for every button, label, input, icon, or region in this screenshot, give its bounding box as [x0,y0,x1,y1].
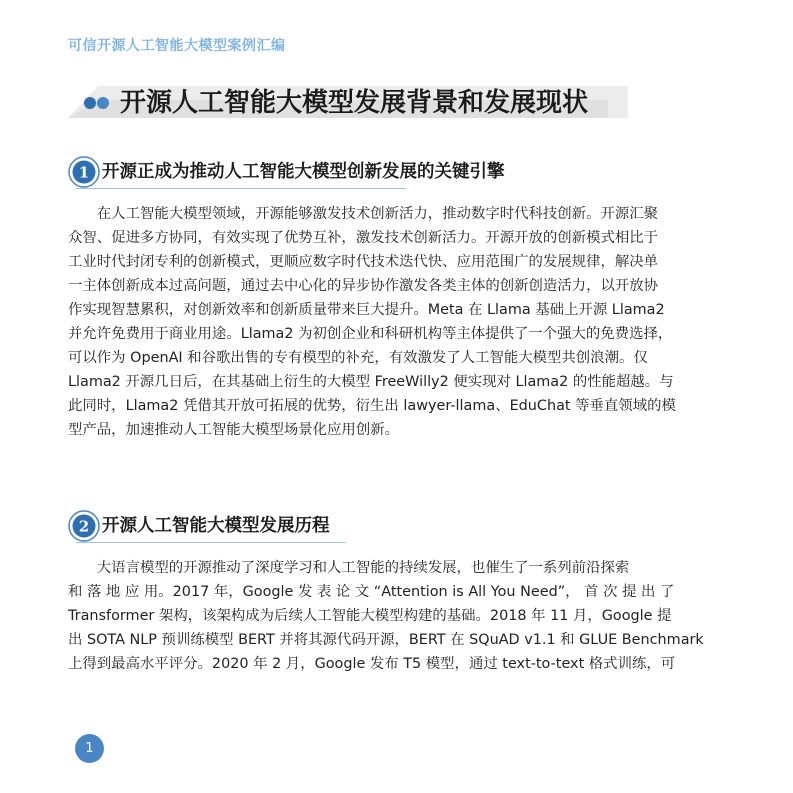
paragraph-line: 在人工智能大模型领域，开源能够激发技术创新活力，推动数字时代科技创新。开源汇聚 [68,206,659,222]
bullet-dot-icon [97,97,109,109]
bullet-dot-icon [84,97,96,109]
chapter-title-block [68,84,628,122]
section-title: 开源人工智能大模型发展历程 [102,516,330,536]
paragraph-line: 此同时，Llama2 凭借其开放可拓展的优势，衍生出 lawyer-llama、EduChat 等垂直领域的模 [68,398,676,414]
section-title: 开源正成为推动人工智能大模型创新发展的关键引擎 [102,162,505,182]
section-underline [76,542,346,543]
running-header: 可信开源人工智能大模型案例汇编 [68,38,286,54]
paragraph-line: 出 SOTA NLP 预训练模型 BERT 并将其源代码开源，BERT 在 SQuAD v1.1 和 GLUE Benchmark [68,632,704,648]
paragraph-line: 一主体创新成本过高问题，通过去中心化的异步协作激发各类主体的创新创造活力，以开放协 [68,278,659,294]
paragraph-line: 众智、促进多方协同，有效实现了优势互补，激发技术创新活力。开源开放的创新模式相比于 [68,230,659,246]
section-2-paragraph [68,556,726,676]
paragraph-line: 可以作为 OpenAI 和谷歌出售的专有模型的补充，有效激发了人工智能大模型共创浪潮。仅 [68,350,648,366]
svg-text:1: 1 [78,163,90,182]
section-number-badge [68,156,100,188]
paragraph-line: 型产品，加速推动人工智能大模型场景化应用创新。 [68,422,399,438]
section-heading-1 [68,154,728,194]
chapter-title: 开源人工智能大模型发展背景和发展现状 [120,88,589,118]
section-number-badge [68,510,100,542]
paragraph-line: Transformer 架构，该架构成为后续人工智能大模型构建的基础。2018 年 11 月，Google 提 [68,608,672,624]
paragraph-line: 大语言模型的开源推动了深度学习和人工智能的持续发展，也催生了一系列前沿探索 [68,560,630,576]
paragraph-line: 并允许免费用于商业用途。Llama2 为初创企业和科研机构等主体提供了一个强大的免费选择， [68,326,673,342]
paragraph-line: 工业时代封闭专利的创新模式，更顺应数字时代技术迭代快、应用范围广的发展规律，解决单 [68,254,659,270]
paragraph-line: 作实现智慧累积，对创新效率和创新质量带来巨大提升。Meta 在 Llama 基础上开源 Llama2 [68,302,665,318]
section-underline [76,188,406,189]
svg-text:2: 2 [78,517,90,536]
page-number: 1 [75,734,104,763]
paragraph-line: 上得到最高水平评分。2020 年 2 月，Google 发布 T5 模型，通过 text-to-text 格式训练，可 [68,656,676,672]
section-heading-2 [68,508,728,548]
paragraph-line: Llama2 开源几日后，在其基础上衍生的大模型 FreeWilly2 便实现对 Llama2 的性能超越。与 [68,374,674,390]
paragraph-line: 和 落 地 应 用。2017 年，Google 发 表 论 文 “Attention is All You Need”， 首 次 提 出 了 [68,584,675,600]
section-1-paragraph [68,202,726,442]
